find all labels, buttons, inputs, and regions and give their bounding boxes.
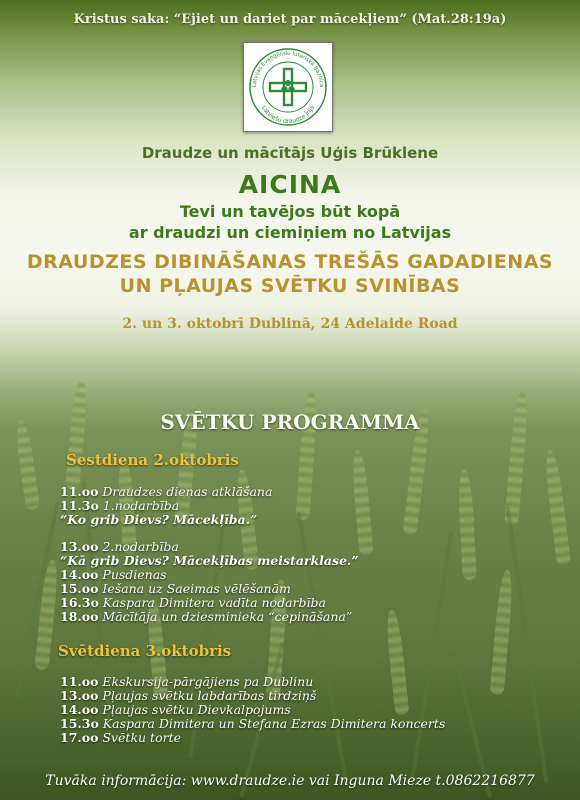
schedule-item: 15.oo Iešana uz Saeimas vēlēšanām [60, 581, 291, 596]
schedule-item: “Kā grib Dievs? Mācekļības meistarklase.” [60, 553, 359, 568]
bible-quote: Kristus saka: “Ejiet un dariet par mācekļiem” (Mat.28:19a) [73, 12, 507, 27]
invite-line-2: ar draudzi un ciemiņiem no Latvijas [128, 223, 452, 242]
logo-bottom-text: Latviešu draudze Īrijā [259, 104, 317, 126]
church-logo [243, 42, 333, 132]
cross-icon [270, 69, 306, 105]
event-date-place: 2. un 3. oktobrī Dublinā, 24 Adelaide Road [122, 316, 458, 332]
event-title-line-2: UN PĻAUJAS SVĒTKU SVINĪBAS [119, 275, 461, 297]
congregation-line: Draudze un mācītājs Uģis Brūklene [141, 144, 439, 162]
schedule-item: 18.oo Mācītāja un dziesminieka “cepināšana” [60, 609, 353, 624]
program-title: SVĒTKU PROGRAMMA [160, 410, 420, 434]
event-title-line-1: DRAUDZES DIBINĀŠANAS TREŠĀS GADADIENAS [26, 251, 554, 273]
day2-heading: Svētdiena 3.oktobris [58, 642, 232, 660]
day1-heading: Sestdiena 2.oktobris [66, 451, 239, 469]
invite-heading: AICINA [238, 170, 342, 199]
schedule-item: 13.oo 2.nodarbība [60, 539, 179, 554]
schedule-item: 13.oo Pļaujas svētku labdarības tirdziņš [60, 688, 317, 703]
schedule-item: 11.3o 1.nodarbība [60, 498, 180, 513]
invite-line-1: Tevi un tavējos būt kopā [179, 202, 401, 221]
schedule-item: “Ko grib Dievs? Mācekļība.” [60, 512, 258, 527]
svg-text:Latviešu draudze Īrijā [260, 104, 317, 125]
schedule-item: 16.3o Kaspara Dimitera vadīta nodarbība [60, 595, 326, 610]
schedule-item: 14.oo Pusdienas [60, 567, 167, 582]
schedule-item: 11.oo Draudzes dienas atklāšana [60, 484, 273, 499]
schedule-item: 11.oo Ekskursija-pārgājiens pa Dublinu [60, 674, 314, 689]
logo-top-text: Latvijas Evaņģēliski luteriskā Baznīca [251, 50, 325, 88]
contact-info: Tuvāka informācija: www.draudze.ie vai Inguna Mieze t.0862216877 [45, 773, 535, 789]
schedule-item: 17.oo Svētku torte [60, 730, 181, 745]
schedule-item: 14.oo Pļaujas svētku Dievkalpojums [60, 702, 291, 717]
schedule-item: 15.3o Kaspara Dimitera un Stefana Ezras Dimitera koncerts [60, 716, 446, 731]
